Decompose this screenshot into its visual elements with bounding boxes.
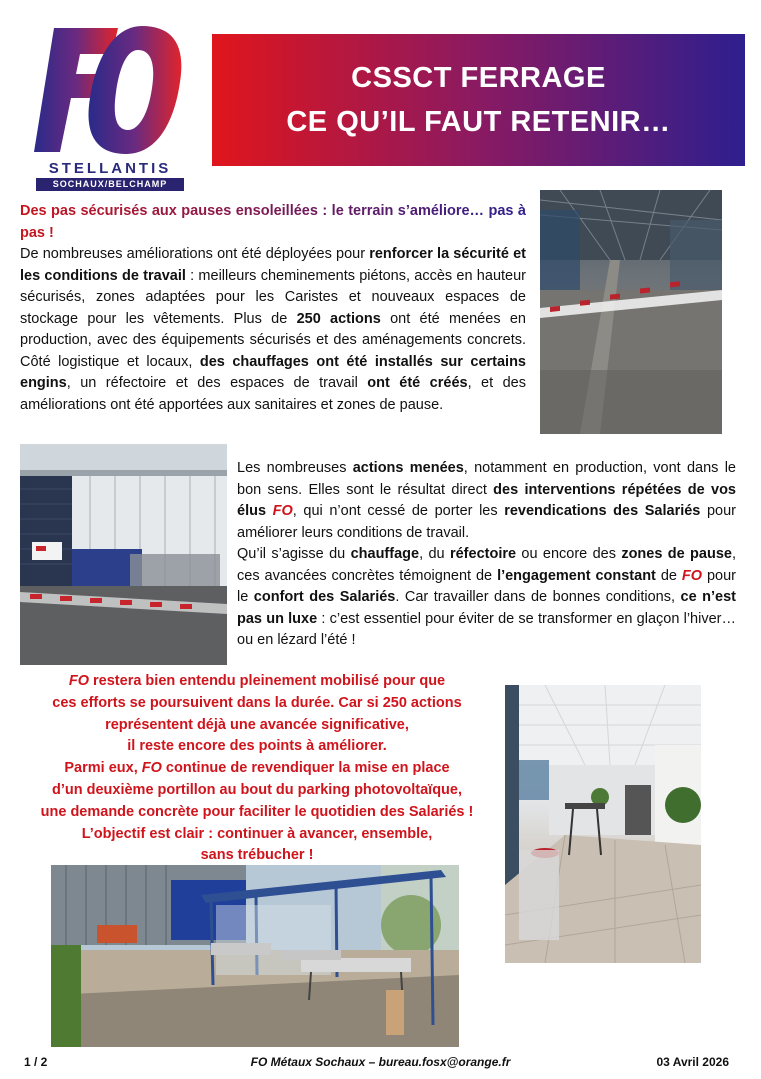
fo-mention: FO (272, 503, 293, 519)
text: , du (419, 546, 450, 562)
footer-contact: FO Métaux Sochaux – bureau.fosx@orange.fr (250, 1055, 511, 1069)
text: : c’est essentiel pour éviter de se transformer en glaçon l’hiver… ou en lézard l’été ! (237, 610, 736, 648)
section-1-body (20, 244, 526, 416)
section-3-callout (20, 671, 494, 867)
text: , et des améliorations ont été apportées aux sanitaires et zones de pause. (20, 375, 526, 413)
text: : meilleurs cheminements piétons, accès en hauteur sécurisés, zones adaptées pour les Caristes et nouveaux espaces de stockage pour les vêtements. Plus de (20, 267, 526, 327)
footer-date: 03 Avril 2026 (656, 1055, 729, 1069)
bold-text: actions menées (352, 460, 464, 476)
bold-text: zones de pause (621, 546, 732, 562)
fo-mention: FO (68, 673, 89, 689)
callout-line (20, 671, 494, 693)
text: restera bien entendu pleinement mobilisé pour que (89, 673, 446, 689)
callout-line: représentent déjà une avancée significative, (105, 716, 409, 733)
bold-text: chauffage (350, 546, 420, 562)
text: De nombreuses améliorations ont été déployées pour (20, 246, 370, 262)
fo-logo-mark (30, 20, 190, 160)
section-1-heading: Des pas sécurisés aux pauses ensoleillées : le terrain s’améliore… pas à pas ! (20, 201, 526, 244)
bold-text: réfectoire (449, 546, 517, 562)
bold-text: 250 actions (296, 310, 381, 327)
text: pour améliorer leurs conditions de travail. (237, 503, 736, 541)
text: Les nombreuses (237, 460, 353, 476)
roller-door-photo (20, 444, 227, 665)
text: ont été menées en production, avec des équipements sécurisés et des aménagements concrets. Côté logistique et locaux, (20, 310, 526, 370)
bold-text: des chauffages ont été installés sur certains engins (20, 353, 526, 391)
refectory-photo (505, 685, 701, 963)
text: continue de revendiquer la mise en place (161, 760, 450, 777)
text: pour le (237, 567, 737, 605)
bold-text: confort des Salariés (253, 589, 396, 605)
text: , notamment en production, vont dans le bon sens. Elles sont le résultat direct (237, 460, 736, 498)
banner-title-line-1: CSSCT FERRAGE (351, 62, 606, 94)
title-banner (212, 34, 745, 166)
callout-line: ces efforts se poursuivent dans la durée. Car si 250 actions (52, 694, 462, 711)
bold-text: des interventions répétées de vos élus (237, 481, 736, 519)
text: . Car travailler dans de bonnes conditions, (395, 589, 681, 605)
callout-line: sans trébucher ! (200, 847, 314, 864)
bold-text: revendications des Salariés (504, 503, 701, 519)
bold-text: ce n’est pas un luxe (237, 589, 737, 627)
bold-text: ont été créés (367, 375, 468, 391)
fo-mention: FO (141, 760, 162, 777)
callout-line (20, 758, 494, 780)
banner-title-line-2: CE QU’IL FAUT RETENIR… (286, 106, 671, 138)
fo-logo-glyph (30, 20, 190, 160)
text: Qu’il s’agisse du (237, 546, 351, 562)
factory-aisle-photo (540, 190, 722, 434)
section-2-body (237, 458, 736, 652)
fo-logo (30, 20, 190, 192)
text: , ces avancées concrètes témoignent de (237, 546, 736, 584)
callout-line: L’objectif est clair : continuer à avancer, ensemble, (81, 825, 433, 842)
bold-text: l’engagement constant (497, 567, 656, 584)
callout-line: d’un deuxième portillon au bout du parking photovoltaïque, (51, 781, 463, 798)
fo-mention: FO (681, 567, 703, 584)
text: , un réfectoire et des espaces de travail (66, 375, 368, 391)
callout-line: il reste encore des points à améliorer. (127, 738, 387, 755)
text: ou encore des (516, 546, 622, 562)
logo-site-text: SOCHAUX/BELCHAMP (36, 178, 184, 191)
logo-brand-text: STELLANTIS (48, 160, 172, 177)
text: , qui n’ont cessé de porter les (292, 503, 505, 519)
callout-line: une demande concrète pour faciliter le quotidien des Salariés ! (40, 803, 474, 820)
outdoor-shelter-photo (51, 865, 459, 1047)
page-number: 1 / 2 (24, 1055, 48, 1069)
bold-text: renforcer la sécurité et les conditions de travail (20, 246, 526, 284)
text: Parmi eux, (64, 760, 142, 777)
text: de (655, 567, 682, 584)
